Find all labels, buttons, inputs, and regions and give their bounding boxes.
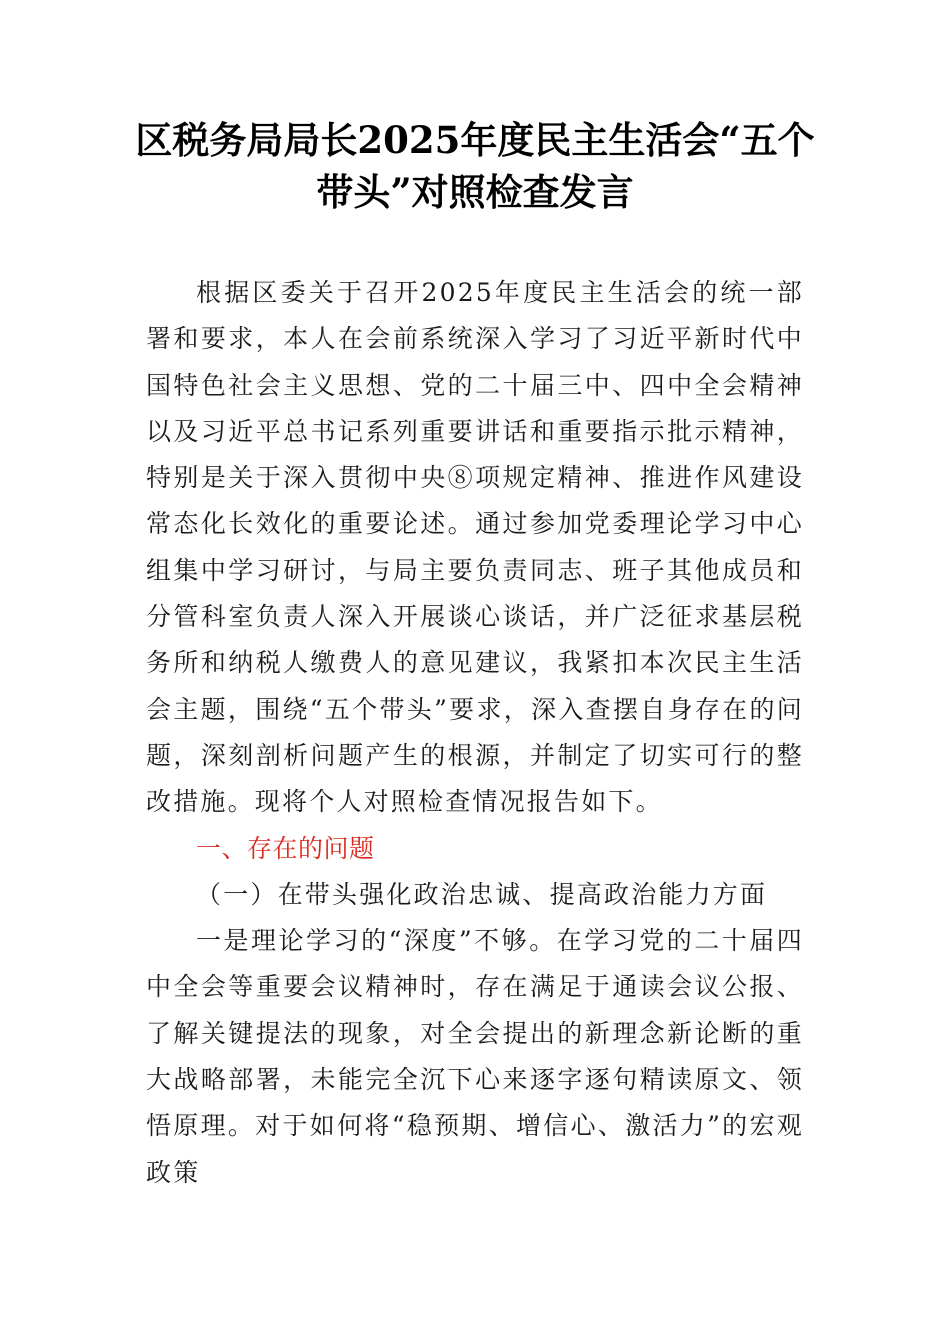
- intro-paragraph: 根据区委关于召开2025年度民主生活会的统一部署和要求，本人在会前系统深入学习了习近平新时代中国特色社会主义思想、党的二十届三中、四中全会精神以及习近平总书记系列重要讲话和重要指示批示精神，特别是关于深入贯彻中央⑧项规定精神、推进作风建设常态化长效化的重要论述。通过参加党委理论学习中心组集中学习研讨，与局主要负责同志、班子其他成员和分管科室负责人深入开展谈心谈话，并广泛征求基层税务所和纳税人缴费人的意见建议，我紧扣本次民主生活会主题，围绕“五个带头”要求，深入查摆自身存在的问题，深刻剖析问题产生的根源，并制定了切实可行的整改措施。现将个人对照检查情况报告如下。: [146, 278, 804, 817]
- subsection-heading: （一）在带头强化政治忠诚、提高政治能力方面: [196, 879, 768, 909]
- section-heading: 一、存在的问题: [196, 833, 375, 863]
- document-body: [146, 270, 804, 1196]
- point-paragraph: 一是理论学习的“深度”不够。在学习党的二十届四中全会等重要会议精神时，存在满足于通读会议公报、了解关键提法的现象，对全会提出的新理念新论断的重大战略部署，未能完全沉下心来逐字逐句精读原文、领悟原理。对于如何将“稳预期、增信心、激活力”的宏观政策: [146, 926, 804, 1187]
- document-title: 区税务局局长2025年度民主生活会“五个带头”对照检查发言: [135, 118, 815, 214]
